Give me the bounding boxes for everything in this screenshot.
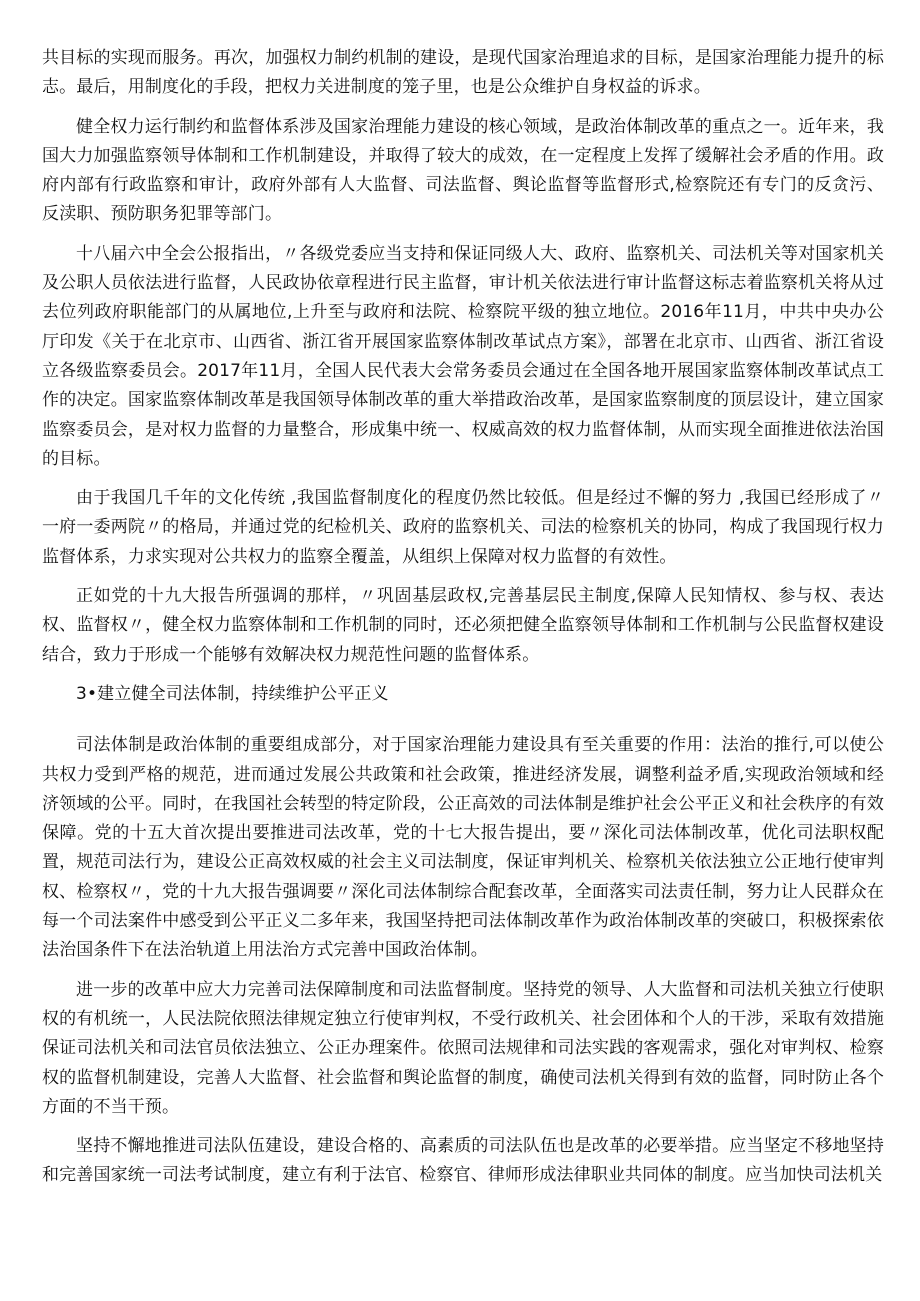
paragraph-judicial-system: 司法体制是政治体制的重要组成部分，对于国家治理能力建设具有至关重要的作用：法治的推行,可以使公共权力受到严格的规范，进而通过发展公共政策和社会政策，推进经济发展，调整利益矛盾,实现政治领域和经济领域的公平。同时，在我国社会转型的特定阶段，公正高效的司法体制是维护社会公平正义和社会秩序的有效保障。党的十五大首次提出要推进司法改革，党的十七大报告提出，要〃深化司法体制改革，优化司法职权配置，规范司法行为，建设公正高效权威的社会主义司法制度，保证审判机关、检察机关依法独立公正地行使审判权、检察权〃，党的十九大报告强调要〃深化司法体制综合配套改革，全面落实司法责任制，努力让人民群众在每一个司法案件中感受到公平正义二多年来，我国坚持把司法体制改革作为政治体制改革的突破口，积极探索依法治国条件下在法治轨道上用法治方式完善中国政治体制。: [42, 735, 884, 961]
paragraph-supervision-system: 健全权力运行制约和监督体系涉及国家治理能力建设的核心领域，是政治体制改革的重点之一。近年来，我国大力加强监察领导体制和工作机制建设，并取得了较大的成效，在一定程度上发挥了缓解社会矛盾的作用。政府内部有行政监察和审计，政府外部有人大监督、司法监督、舆论监督等监督形式,检察院还有专门的反贪污、反渎职、预防职务犯罪等部门。: [42, 116, 884, 225]
section-heading: 3•建立健全司法体制，持续维护公平正义: [76, 683, 389, 704]
paragraph-continuation: 共目标的实现而服务。再次，加强权力制约机制的建设，是现代国家治理追求的目标，是国家治理能力提升的标志。最后，用制度化的手段，把权力关进制度的笼子里，也是公众维护自身权益的诉求。: [42, 48, 884, 98]
paragraph-sixth-plenum: 十八届六中全会公报指出，〃各级党委应当支持和保证同级人大、政府、监察机关、司法机关等对国家机关及公职人员依法进行监督，人民政协依章程进行民主监督，审计机关依法进行审计监督这标志着监察机关将从过去位列政府职能部门的从属地位,上升至与政府和法院、检察院平级的独立地位。2016年11月，中共中央办公厅印发《关于在北京市、山西省、浙江省开展国家监察体制改革试点方案》，部署在北京市、山西省、浙江省设立各级监察委员会。2017年11月，全国人民代表大会常务委员会通过在全国各地开展国家监察体制改革试点工作的决定。国家监察体制改革是我国领导体制改革的重大举措政治改革，是国家监察制度的顶层设计，建立国家监察委员会，是对权力监督的力量整合，形成集中统一、权威高效的权力监督体制，从而实现全面推进依法治国的目标。: [42, 243, 884, 469]
paragraph-nineteenth-congress: 正如党的十九大报告所强调的那样，〃巩固基层政权,完善基层民主制度,保障人民知情权、参与权、表达权、监督权〃，健全权力监察体制和工作机制的同时，还必须把健全监察领导体制和工作机制与公民监督权建设结合，致力于形成一个能够有效解决权力规范性问题的监督体系。: [42, 586, 884, 665]
paragraph-judicial-guarantee: 进一步的改革中应大力完善司法保障制度和司法监督制度。坚持党的领导、人大监督和司法机关独立行使职权的有机统一，人民法院依照法律规定独立行使审判权，不受行政机关、社会团体和个人的干涉，采取有效措施保证司法机关和司法官员依法独立、公正办理案件。依照司法规律和司法实践的客观需求，强化对审判权、检察权的监督机制建设，完善人大监督、社会监督和舆论监督的制度，确使司法机关得到有效的监督，同时防止各个方面的不当干预。: [42, 979, 884, 1117]
document-page: [42, 44, 884, 1201]
paragraph-judicial-team: 坚持不懈地推进司法队伍建设，建设合格的、高素质的司法队伍也是改革的必要举措。应当坚定不移地坚持和完善国家统一司法考试制度，建立有利于法官、检察官、律师形成法律职业共同体的制度。应当加快司法机关: [42, 1136, 884, 1186]
paragraph-cultural-tradition: 由于我国几千年的文化传统 ,我国监督制度化的程度仍然比较低。但是经过不懈的努力 ,我国已经形成了〃一府一委两院〃的格局，并通过党的纪检机关、政府的监察机关、司法的检察机关的协同，构成了我国现行权力监督体系，力求实现对公共权力的监察全覆盖，从组织上保障对权力监督的有效性。: [42, 488, 884, 567]
